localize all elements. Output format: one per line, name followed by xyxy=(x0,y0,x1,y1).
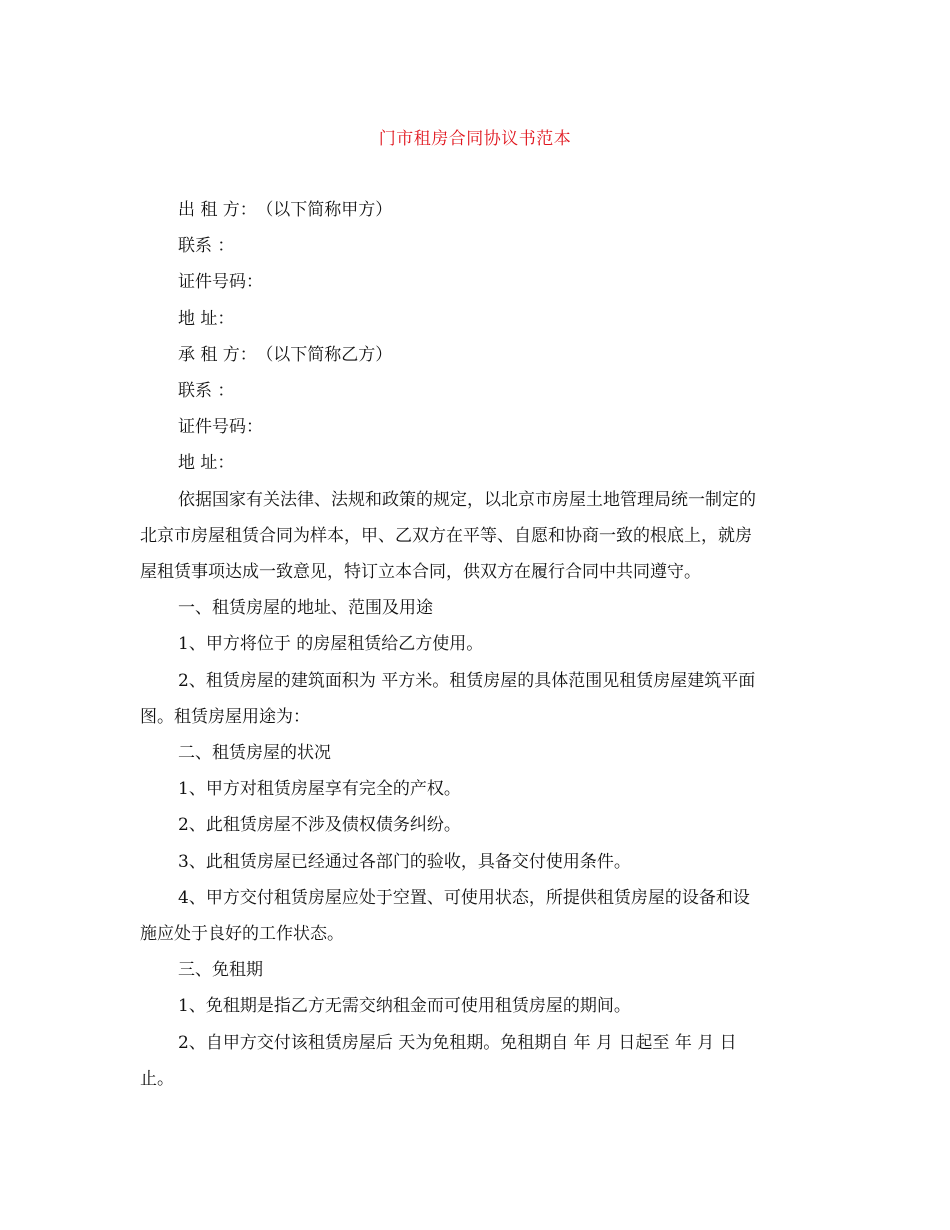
preamble-line-1: 依据国家有关法律、法规和政策的规定，以北京市房屋土地管理局统一制定的 xyxy=(178,489,756,510)
preamble-line-3: 屋租赁事项达成一致意见，特订立本合同，供双方在履行合同中共同遵守。 xyxy=(140,562,701,583)
section-2-item-4-line-1: 4、甲方交付租赁房屋应处于空置、可使用状态，所提供租赁房屋的设备和设 xyxy=(178,887,750,908)
section-3-item-2-line-1: 2、自甲方交付该租赁房屋后 天为免租期。免租期自 年 月 日起至 年 月 日 xyxy=(178,1032,737,1053)
section-2-heading: 二、租赁房屋的状况 xyxy=(178,743,331,764)
lessee-note: （以下简称乙方） xyxy=(264,344,393,365)
section-3-item-1: 1、免租期是指乙方无需交纳租金而可使用租赁房屋的期间。 xyxy=(178,996,631,1017)
section-2-item-4-line-2: 施应处于良好的工作状态。 xyxy=(140,924,344,945)
lessor-note: （以下简称甲方） xyxy=(264,200,393,220)
section-2-item-3: 3、此租赁房屋已经通过各部门的验收，具备交付使用条件。 xyxy=(178,851,631,872)
section-1-item-1: 1、甲方将位于 的房屋租赁给乙方使用。 xyxy=(178,634,484,655)
lessor-label: 出 租 方： xyxy=(178,200,257,220)
section-1-item-2-line-1: 2、租赁房屋的建筑面积为 平方米。租赁房屋的具体范围见租赁房屋建筑平面 xyxy=(178,670,756,691)
id-label-1: 证件号码： xyxy=(178,272,263,293)
section-2-item-1: 1、甲方对租赁房屋享有完全的产权。 xyxy=(178,779,461,800)
contact-label-1: 联系 ： xyxy=(178,236,235,257)
section-3-heading: 三、免租期 xyxy=(178,960,263,981)
preamble-line-2: 北京市房屋租赁合同为样本，甲、乙双方在平等、自愿和协商一致的根底上，就房 xyxy=(140,525,752,546)
lessee-label: 承 租 方： xyxy=(178,344,257,365)
id-label-2: 证件号码： xyxy=(178,417,263,438)
contact-label-2: 联系 ： xyxy=(178,381,235,402)
lessor-line xyxy=(170,192,810,228)
section-1-heading: 一、租赁房屋的地址、范围及用途 xyxy=(178,598,433,619)
document-title: 门市租房合同协议书范本 xyxy=(378,129,572,149)
address-label-1: 地 址： xyxy=(178,308,235,329)
section-2-item-2: 2、此租赁房屋不涉及债权债务纠纷。 xyxy=(178,815,461,836)
section-1-item-2-line-2: 图。租赁房屋用途为： xyxy=(140,706,310,727)
lessee-line xyxy=(170,337,810,373)
address-label-2: 地 址： xyxy=(178,453,235,474)
document-body xyxy=(140,192,810,1097)
section-3-item-2-line-2: 止。 xyxy=(140,1068,174,1089)
